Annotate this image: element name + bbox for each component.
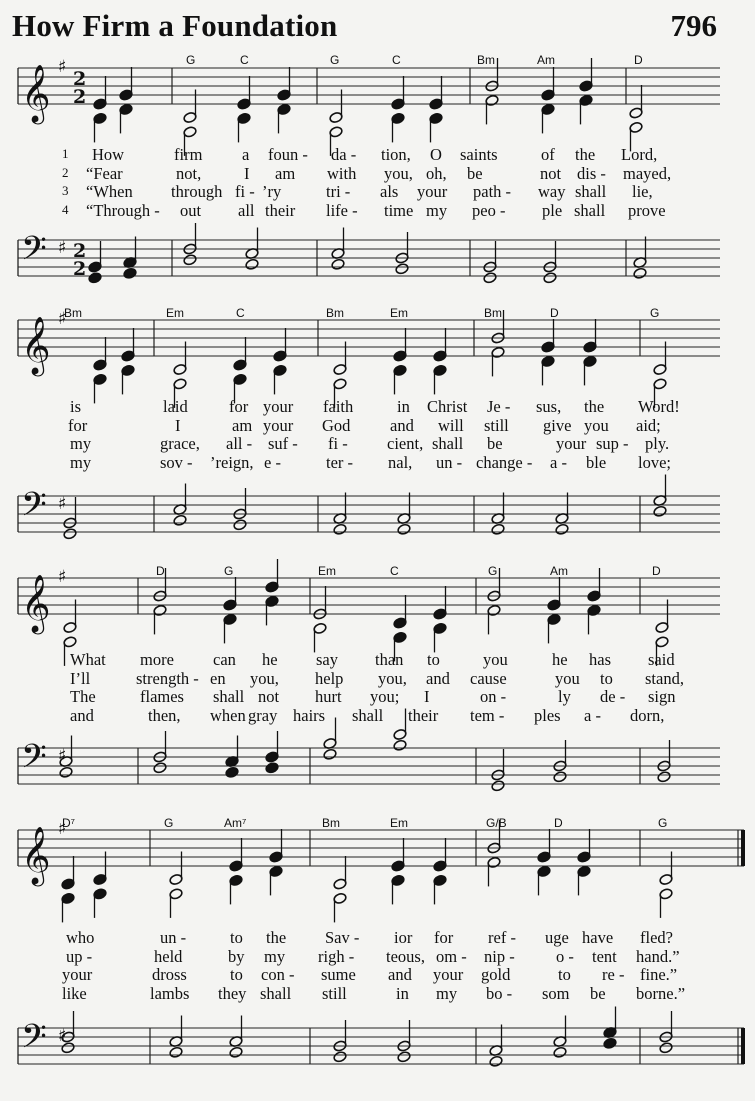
lyric-syllable: not bbox=[540, 163, 562, 183]
chord-symbol: Em bbox=[390, 816, 408, 830]
note-head bbox=[657, 771, 671, 783]
lyric-syllable: time bbox=[384, 200, 414, 220]
chord-symbol: G bbox=[186, 53, 196, 67]
lyric-syllable: path - bbox=[473, 182, 512, 201]
lyric-syllable: on - bbox=[480, 687, 507, 706]
lyric-syllable: tri - bbox=[326, 182, 351, 201]
lyric-syllable: to bbox=[230, 965, 243, 984]
lyric-syllable: shall bbox=[352, 705, 384, 725]
lyric-syllable: peo - bbox=[472, 200, 506, 220]
lyric-syllable: Sav - bbox=[325, 928, 360, 947]
bass-clef: 𝄢 bbox=[21, 738, 47, 784]
lyric-syllable: faith bbox=[323, 397, 354, 416]
lyric-syllable: gray bbox=[248, 705, 278, 725]
lyric-syllable: be bbox=[590, 983, 606, 1003]
lyric-syllable: Lord, bbox=[621, 145, 658, 164]
lyric-line bbox=[0, 687, 755, 706]
chord-symbol: G bbox=[224, 564, 234, 578]
lyric-syllable: o - bbox=[556, 946, 574, 966]
lyric-syllable: som bbox=[542, 983, 570, 1003]
time-signature-top: 2 bbox=[73, 68, 87, 90]
lyric-syllable: the bbox=[584, 397, 605, 416]
note-head bbox=[183, 254, 197, 266]
lyric-syllable: shall bbox=[260, 983, 292, 1003]
lyric-syllable: aid; bbox=[636, 415, 661, 435]
lyric-syllable: can bbox=[213, 650, 236, 669]
chord-symbol: G bbox=[488, 564, 498, 578]
lyric-syllable: their bbox=[408, 705, 439, 725]
lyric-syllable: life - bbox=[326, 200, 358, 220]
lyric-syllable: your bbox=[62, 965, 93, 984]
lyric-syllable: in bbox=[397, 397, 410, 416]
chord-symbol: Am⁷ bbox=[224, 816, 247, 830]
lyric-syllable: still bbox=[484, 415, 509, 435]
lyric-syllable: om - bbox=[436, 946, 467, 966]
key-signature-sharp: ♯ bbox=[58, 1026, 67, 1046]
lyric-syllable: the bbox=[575, 145, 596, 164]
lyric-syllable: cause bbox=[470, 668, 507, 688]
time-signature-top: 2 bbox=[73, 240, 87, 262]
lyric-syllable: fled? bbox=[640, 928, 673, 947]
lyric-syllable: How bbox=[92, 145, 125, 164]
treble-clef: 𝄞 bbox=[21, 316, 51, 374]
bass-clef: 𝄢 bbox=[21, 230, 47, 276]
lyric-line bbox=[0, 434, 755, 453]
treble-clef: 𝄞 bbox=[21, 826, 51, 884]
lyric-line bbox=[0, 965, 755, 984]
treble-clef: 𝄞 bbox=[21, 574, 51, 632]
lyric-syllable: and bbox=[426, 668, 450, 688]
lyric-syllable: held bbox=[154, 946, 183, 966]
note-head bbox=[653, 505, 667, 517]
lyric-line bbox=[0, 984, 755, 1003]
chord-symbol: Bm bbox=[64, 306, 82, 320]
lyric-syllable: has bbox=[589, 650, 611, 669]
note-head bbox=[555, 523, 569, 535]
lyric-syllable: sov - bbox=[160, 452, 193, 472]
lyric-syllable: to bbox=[558, 965, 571, 984]
lyric-syllable: the bbox=[266, 928, 287, 947]
lyric-syllable: my bbox=[70, 434, 92, 453]
lyric-syllable: I’ll bbox=[70, 668, 91, 688]
lyric-syllable: ’ry bbox=[262, 182, 282, 201]
lyric-syllable: oh, bbox=[426, 163, 447, 183]
lyric-syllable: you, bbox=[250, 668, 279, 688]
lyric-syllable: your bbox=[263, 397, 294, 416]
lyric-syllable: als bbox=[380, 182, 399, 201]
note-head bbox=[333, 523, 347, 535]
key-signature-sharp: ♯ bbox=[58, 494, 67, 514]
note-head bbox=[229, 1046, 243, 1058]
note-head bbox=[483, 272, 497, 284]
lyric-syllable: teous, bbox=[386, 946, 425, 966]
lyric-syllable: tent bbox=[592, 946, 617, 966]
bass-clef: 𝄢 bbox=[21, 486, 47, 532]
final-barline bbox=[741, 1028, 745, 1064]
chord-symbol: D⁷ bbox=[62, 816, 76, 830]
lyric-syllable: de - bbox=[600, 687, 626, 706]
note-head bbox=[333, 1051, 347, 1063]
chord-symbol: C bbox=[392, 53, 401, 67]
note-head bbox=[633, 267, 647, 279]
note-head bbox=[233, 519, 247, 531]
chord-symbol: G bbox=[164, 816, 174, 830]
lyric-syllable: strength - bbox=[136, 668, 199, 688]
lyric-syllable: your bbox=[417, 182, 448, 201]
lyric-syllable: through bbox=[171, 182, 223, 201]
lyric-syllable: your bbox=[263, 415, 294, 435]
lyric-syllable: ’reign, bbox=[210, 452, 254, 472]
note-head bbox=[491, 523, 505, 535]
lyric-syllable: you bbox=[483, 650, 508, 669]
note-head bbox=[63, 528, 77, 540]
lyric-syllable: way bbox=[538, 182, 566, 201]
chord-symbol: C bbox=[236, 306, 245, 320]
note-head bbox=[393, 739, 407, 751]
lyric-syllable: still bbox=[322, 983, 347, 1003]
chord-symbol: Bm bbox=[322, 816, 340, 830]
chord-symbol: Bm bbox=[484, 306, 502, 320]
lyric-syllable: re - bbox=[602, 965, 625, 984]
lyric-syllable: be bbox=[467, 163, 483, 183]
lyric-syllable: ply. bbox=[645, 434, 670, 453]
lyric-syllable: he bbox=[262, 650, 278, 669]
note-head bbox=[397, 1051, 411, 1063]
chord-symbol: C bbox=[240, 53, 249, 67]
lyric-line bbox=[0, 650, 755, 669]
lyric-syllable: who bbox=[66, 928, 95, 947]
lyric-syllable: to bbox=[230, 928, 243, 947]
lyric-syllable: with bbox=[327, 163, 357, 183]
lyric-syllable: Word! bbox=[638, 397, 680, 416]
lyric-line bbox=[0, 164, 755, 183]
lyric-syllable: of bbox=[541, 145, 555, 164]
lyric-syllable: am bbox=[232, 415, 253, 435]
lyric-syllable: Christ bbox=[427, 397, 468, 416]
lyric-syllable: your bbox=[556, 434, 587, 453]
note-head bbox=[323, 748, 337, 760]
lyric-syllable: and bbox=[388, 965, 412, 984]
lyric-syllable: ter - bbox=[326, 452, 354, 472]
lyric-syllable: nip - bbox=[484, 946, 515, 966]
lyric-syllable: up - bbox=[66, 946, 93, 966]
hymn-number: 796 bbox=[670, 8, 717, 43]
lyric-syllable: “Through - bbox=[86, 200, 160, 220]
lyric-syllable: a bbox=[242, 145, 250, 164]
lyric-syllable: am bbox=[275, 163, 296, 183]
key-signature-sharp: ♯ bbox=[58, 567, 67, 587]
lyric-syllable: e - bbox=[264, 452, 281, 472]
lyric-syllable: for bbox=[68, 415, 88, 435]
lyric-syllable: they bbox=[218, 983, 247, 1003]
note-head bbox=[88, 272, 102, 284]
lyric-syllable: you; bbox=[370, 687, 400, 706]
note-head bbox=[173, 514, 187, 526]
note-head bbox=[553, 771, 567, 783]
lyric-syllable: you bbox=[555, 668, 580, 688]
lyric-syllable: “When bbox=[86, 182, 133, 201]
lyric-syllable: fi - bbox=[235, 182, 255, 201]
lyric-syllable: dorn, bbox=[630, 705, 665, 725]
lyric-syllable: uge bbox=[545, 928, 569, 947]
lyric-syllable: ple bbox=[542, 200, 563, 220]
lyric-syllable: bo - bbox=[486, 983, 513, 1003]
chord-symbol: Am bbox=[537, 53, 555, 67]
lyric-syllable: more bbox=[140, 650, 174, 669]
lyric-syllable: tion, bbox=[381, 145, 411, 164]
time-signature-bottom: 2 bbox=[73, 86, 87, 108]
lyric-syllable: have bbox=[582, 928, 614, 947]
lyric-syllable: you, bbox=[384, 163, 413, 183]
lyric-syllable: con - bbox=[261, 965, 295, 984]
lyric-syllable: by bbox=[228, 946, 245, 966]
lyric-syllable: cient, bbox=[387, 434, 424, 453]
lyric-syllable: un - bbox=[160, 928, 187, 947]
lyric-line bbox=[0, 706, 755, 725]
chord-symbol: Am bbox=[550, 564, 568, 578]
lyric-syllable: dross bbox=[152, 965, 187, 984]
lyric-syllable: be bbox=[487, 434, 503, 453]
key-signature-sharp: ♯ bbox=[58, 309, 67, 329]
lyric-line bbox=[0, 928, 755, 947]
chord-symbol: Em bbox=[318, 564, 336, 578]
lyric-syllable: nal, bbox=[388, 452, 413, 472]
note-head bbox=[543, 272, 557, 284]
lyric-syllable: my bbox=[70, 452, 92, 472]
chord-symbol: Em bbox=[166, 306, 184, 320]
lyric-syllable: fine.” bbox=[640, 965, 678, 984]
lyric-syllable: sus, bbox=[536, 397, 562, 416]
lyric-syllable: you bbox=[584, 415, 609, 435]
lyric-syllable: lie, bbox=[632, 182, 653, 201]
lyric-line bbox=[0, 947, 755, 966]
chord-symbol: Bm bbox=[326, 306, 344, 320]
note-head bbox=[603, 1037, 617, 1049]
lyric-syllable: love; bbox=[638, 452, 671, 472]
verse-number: 2 bbox=[62, 164, 69, 180]
lyric-syllable: gold bbox=[481, 965, 511, 984]
lyric-syllable: God bbox=[322, 415, 351, 435]
lyric-syllable: righ - bbox=[318, 946, 355, 966]
note-head bbox=[59, 766, 73, 778]
hymn-title: How Firm a Foundation bbox=[12, 8, 338, 43]
lyric-line bbox=[0, 182, 755, 201]
note-head bbox=[659, 1042, 673, 1054]
lyric-syllable: What bbox=[70, 650, 106, 669]
lyric-syllable: and bbox=[390, 415, 414, 435]
lyric-syllable: hand.” bbox=[636, 946, 680, 966]
lyric-syllable: dis - bbox=[577, 163, 606, 183]
time-signature-bottom: 2 bbox=[73, 258, 87, 280]
lyric-syllable: I bbox=[175, 415, 181, 435]
lyric-syllable: is bbox=[70, 397, 82, 416]
lyric-syllable: my bbox=[436, 983, 458, 1003]
lyric-syllable: to bbox=[427, 650, 440, 669]
lyric-syllable: saints bbox=[460, 145, 498, 164]
lyric-syllable: a - bbox=[584, 705, 601, 725]
lyric-syllable: will bbox=[438, 415, 464, 435]
bass-clef: 𝄢 bbox=[21, 1018, 47, 1064]
lyric-syllable: you, bbox=[378, 668, 407, 688]
chord-symbol: G bbox=[330, 53, 340, 67]
lyric-syllable: not bbox=[258, 687, 280, 706]
lyric-line bbox=[0, 201, 755, 220]
lyric-syllable: sign bbox=[648, 687, 676, 706]
chord-symbol: D bbox=[652, 564, 661, 578]
lyric-syllable: your bbox=[433, 965, 464, 984]
note-head bbox=[245, 258, 259, 270]
key-signature-sharp: ♯ bbox=[58, 746, 67, 766]
verse-number: 1 bbox=[62, 146, 69, 161]
lyric-syllable: shall bbox=[575, 182, 607, 201]
note-head bbox=[169, 1046, 183, 1058]
lyric-syllable: da - bbox=[331, 145, 357, 164]
note-head bbox=[123, 267, 137, 279]
lyric-syllable: ble bbox=[586, 452, 607, 472]
note-head bbox=[395, 263, 409, 275]
lyric-syllable: ly bbox=[558, 687, 571, 706]
lyric-syllable: said bbox=[648, 650, 675, 669]
key-signature-sharp: ♯ bbox=[58, 819, 67, 839]
lyric-syllable: not, bbox=[176, 163, 202, 183]
lyric-syllable: shall bbox=[574, 200, 606, 220]
key-signature-sharp: ♯ bbox=[58, 57, 67, 77]
lyric-syllable: like bbox=[62, 983, 87, 1003]
chord-symbol: D bbox=[550, 306, 559, 320]
chord-symbol: C bbox=[390, 564, 399, 578]
final-barline bbox=[741, 830, 745, 866]
lyric-syllable: stand, bbox=[645, 668, 684, 688]
lyric-syllable: all bbox=[238, 200, 255, 220]
note-head bbox=[225, 766, 239, 778]
lyric-syllable: for bbox=[229, 397, 249, 416]
lyric-syllable: foun - bbox=[268, 145, 308, 164]
lyric-syllable: their bbox=[265, 200, 296, 220]
lyric-syllable: sume bbox=[321, 965, 356, 984]
lyric-syllable: then, bbox=[148, 705, 181, 725]
chord-symbol: G/B bbox=[486, 816, 507, 830]
note-head bbox=[553, 1046, 567, 1058]
lyric-syllable: say bbox=[316, 650, 338, 669]
lyric-syllable: out bbox=[180, 200, 202, 220]
chord-symbol: G bbox=[650, 306, 660, 320]
lyric-syllable: mayed, bbox=[623, 163, 672, 183]
note-head bbox=[397, 523, 411, 535]
lyric-syllable: sup - bbox=[596, 434, 629, 453]
lyric-syllable: “Fear bbox=[86, 163, 123, 183]
verse-number: 4 bbox=[62, 201, 69, 217]
lyric-syllable: to bbox=[600, 668, 613, 688]
lyric-syllable: flames bbox=[140, 687, 184, 706]
lyric-syllable: I bbox=[244, 163, 250, 183]
lyric-syllable: give bbox=[543, 415, 572, 435]
lyric-syllable: hairs bbox=[293, 705, 326, 725]
lyric-syllable: help bbox=[315, 668, 344, 688]
lyric-syllable: ref - bbox=[488, 928, 516, 947]
lyric-line bbox=[0, 416, 755, 435]
lyric-syllable: I bbox=[424, 687, 430, 706]
chord-symbol: D bbox=[634, 53, 643, 67]
chord-symbol: D bbox=[156, 564, 165, 578]
lyric-line bbox=[0, 397, 755, 416]
note-head bbox=[265, 762, 279, 774]
lyric-syllable: for bbox=[434, 928, 454, 947]
chord-symbol: Em bbox=[390, 306, 408, 320]
lyric-syllable: The bbox=[70, 687, 96, 706]
treble-clef: 𝄞 bbox=[21, 64, 51, 122]
chord-symbol: Bm bbox=[477, 53, 495, 67]
lyric-syllable: tem - bbox=[470, 705, 505, 725]
note-head bbox=[331, 258, 345, 270]
lyric-syllable: ples bbox=[534, 705, 561, 725]
chord-symbol: D bbox=[554, 816, 563, 830]
lyric-syllable: and bbox=[70, 705, 94, 725]
lyric-line bbox=[0, 669, 755, 688]
lyric-syllable: lambs bbox=[150, 983, 190, 1003]
lyric-syllable: he bbox=[552, 650, 568, 669]
note-head bbox=[491, 780, 505, 792]
lyric-syllable: than bbox=[375, 650, 404, 669]
lyric-syllable: un - bbox=[436, 452, 463, 472]
note-head bbox=[489, 1055, 503, 1067]
lyric-syllable: in bbox=[396, 983, 409, 1003]
key-signature-sharp: ♯ bbox=[58, 238, 67, 258]
lyric-syllable: O bbox=[430, 145, 442, 164]
chord-symbol: G bbox=[658, 816, 668, 830]
lyric-syllable: Je - bbox=[487, 397, 511, 416]
verse-number: 3 bbox=[62, 183, 69, 198]
lyric-syllable: shall bbox=[432, 434, 464, 453]
lyric-syllable: suf - bbox=[268, 434, 298, 453]
lyric-syllable: en bbox=[210, 668, 226, 688]
lyric-syllable: firm bbox=[174, 145, 203, 164]
lyric-syllable: laid bbox=[163, 397, 188, 416]
lyric-syllable: borne.” bbox=[636, 983, 686, 1003]
lyric-syllable: fi - bbox=[328, 434, 348, 453]
lyric-syllable: my bbox=[264, 946, 286, 966]
lyric-line bbox=[0, 453, 755, 472]
lyric-syllable: ior bbox=[394, 928, 413, 947]
lyric-syllable: hurt bbox=[315, 687, 342, 706]
lyric-line bbox=[0, 145, 755, 164]
lyric-syllable: prove bbox=[628, 200, 666, 220]
lyric-syllable: grace, bbox=[160, 434, 200, 453]
lyric-syllable: shall bbox=[213, 687, 245, 706]
lyric-syllable: a - bbox=[550, 452, 567, 472]
note-head bbox=[153, 762, 167, 774]
lyric-syllable: all - bbox=[226, 434, 253, 453]
lyric-syllable: when bbox=[210, 705, 246, 725]
lyric-syllable: change - bbox=[476, 452, 533, 472]
lyric-syllable: my bbox=[426, 200, 448, 220]
